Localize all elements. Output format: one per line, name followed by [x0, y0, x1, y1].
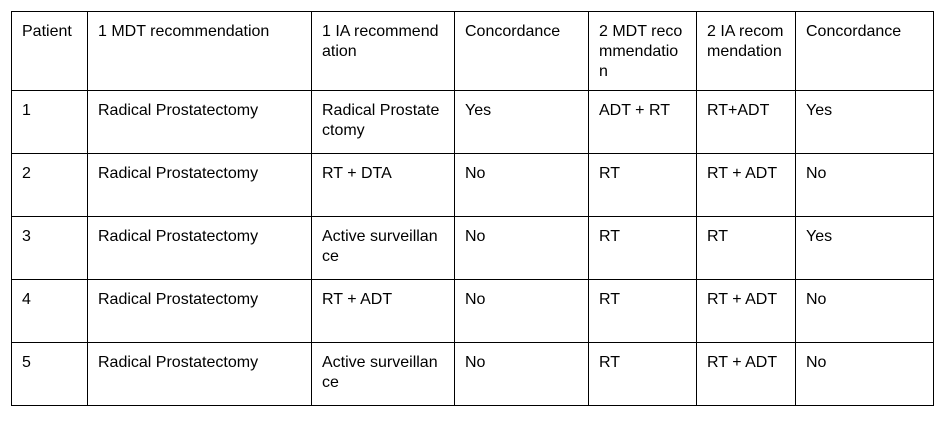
cell-2-ia: RT: [697, 217, 796, 280]
cell-2-concordance: No: [796, 343, 934, 406]
cell-1-ia: Active surveillance: [312, 217, 455, 280]
table-row: [12, 217, 934, 280]
table-header: [12, 12, 934, 91]
header-2-concordance: Concordance: [796, 12, 934, 91]
header-2-mdt-recommendation: 2 MDT recommendation: [589, 12, 697, 91]
header-1-ia-recommendation: 1 IA recommendation: [312, 12, 455, 91]
cell-1-ia: RT + DTA: [312, 154, 455, 217]
cell-1-concordance: No: [455, 154, 589, 217]
table-body: [12, 91, 934, 406]
cell-2-concordance: Yes: [796, 217, 934, 280]
recommendation-table: [11, 11, 934, 406]
cell-2-ia: RT + ADT: [697, 154, 796, 217]
cell-1-ia: RT + ADT: [312, 280, 455, 343]
cell-2-mdt: RT: [589, 343, 697, 406]
cell-patient: 5: [12, 343, 88, 406]
table-row: [12, 343, 934, 406]
cell-1-concordance: No: [455, 343, 589, 406]
header-patient: Patient: [12, 12, 88, 91]
cell-patient: 3: [12, 217, 88, 280]
cell-1-mdt: Radical Prostatectomy: [88, 217, 312, 280]
header-2-ia-recommendation: 2 IA recommendation: [697, 12, 796, 91]
table-row: [12, 91, 934, 154]
cell-2-concordance: No: [796, 154, 934, 217]
cell-2-mdt: RT: [589, 217, 697, 280]
cell-patient: 1: [12, 91, 88, 154]
cell-1-ia: Active surveillance: [312, 343, 455, 406]
cell-2-concordance: No: [796, 280, 934, 343]
cell-1-concordance: No: [455, 280, 589, 343]
cell-2-mdt: ADT + RT: [589, 91, 697, 154]
cell-2-ia: RT + ADT: [697, 343, 796, 406]
cell-2-ia: RT + ADT: [697, 280, 796, 343]
table-row: [12, 280, 934, 343]
cell-1-mdt: Radical Prostatectomy: [88, 280, 312, 343]
cell-patient: 4: [12, 280, 88, 343]
cell-patient: 2: [12, 154, 88, 217]
table-row: [12, 154, 934, 217]
header-1-mdt-recommendation: 1 MDT recommendation: [88, 12, 312, 91]
cell-1-mdt: Radical Prostatectomy: [88, 154, 312, 217]
header-1-concordance: Concordance: [455, 12, 589, 91]
cell-2-concordance: Yes: [796, 91, 934, 154]
cell-2-ia: RT+ADT: [697, 91, 796, 154]
cell-1-mdt: Radical Prostatectomy: [88, 343, 312, 406]
cell-1-ia: Radical Prostatectomy: [312, 91, 455, 154]
header-row: [12, 12, 934, 91]
cell-2-mdt: RT: [589, 154, 697, 217]
recommendation-table-container: [11, 11, 934, 406]
cell-2-mdt: RT: [589, 280, 697, 343]
cell-1-concordance: No: [455, 217, 589, 280]
cell-1-concordance: Yes: [455, 91, 589, 154]
cell-1-mdt: Radical Prostatectomy: [88, 91, 312, 154]
